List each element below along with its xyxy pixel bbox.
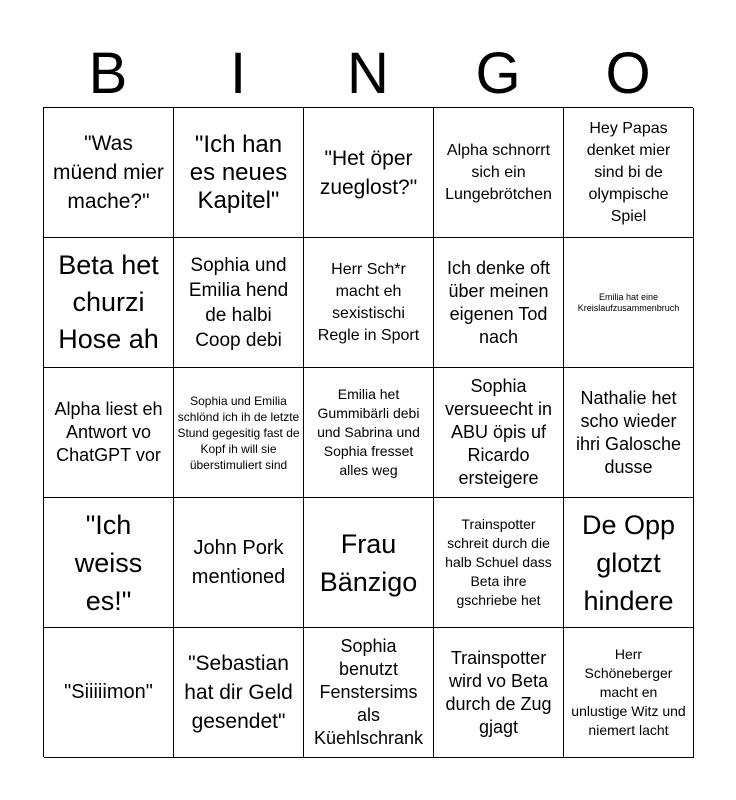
header-letter-n: N bbox=[347, 41, 389, 106]
bingo-cell-text: "Ich han es neues Kapitel" bbox=[189, 130, 288, 214]
bingo-cell-text: Frau Bänzigo bbox=[319, 528, 418, 597]
bingo-cell[interactable] bbox=[564, 238, 694, 368]
bingo-cell[interactable] bbox=[174, 368, 304, 498]
bingo-cell[interactable] bbox=[434, 368, 564, 498]
header-letter-g: G bbox=[475, 41, 521, 106]
bingo-cell-text: Nathalie het scho wieder ihri Galosche dusse bbox=[575, 387, 682, 477]
bingo-cell-text: Emilia hat eine Kreislaufzusammenbruch bbox=[577, 291, 680, 313]
bingo-cell[interactable] bbox=[564, 628, 694, 758]
bingo-cell-text: Sophia benutzt Fenstersims als Küehlschrank bbox=[313, 636, 424, 748]
bingo-cell[interactable] bbox=[174, 498, 304, 628]
header-letter-b: B bbox=[88, 41, 128, 106]
bingo-cell[interactable] bbox=[44, 628, 174, 758]
bingo-cell[interactable] bbox=[44, 238, 174, 368]
bingo-header bbox=[43, 40, 693, 108]
bingo-cell-text: Sophia und Emilia schlönd ich ih de letzte Stund gegesitig fast de Kopf ih will sie überstimuliert sind bbox=[177, 393, 300, 472]
bingo-cell-text: Sophia versueecht in ABU öpis uf Ricardo ersteigere bbox=[444, 376, 553, 488]
bingo-cell-text: "Sebastian hat dir Geld gesendet" bbox=[184, 652, 293, 733]
bingo-cell-text: Ich denke oft über meinen eigenen Tod nach bbox=[446, 257, 551, 347]
bingo-cell[interactable] bbox=[174, 108, 304, 238]
bingo-cell[interactable] bbox=[304, 238, 434, 368]
bingo-cell-text: De Opp glotzt hindere bbox=[581, 509, 676, 616]
bingo-cell-text: Trainspotter wird vo Beta durch de Zug gjagt bbox=[445, 647, 552, 737]
bingo-cell[interactable] bbox=[174, 238, 304, 368]
bingo-cell-text: "Was müend mier mache?" bbox=[53, 132, 164, 213]
bingo-cell-text: Emilia het Gummibärli debi und Sabrina und Sophia fresset alles weg bbox=[317, 386, 420, 478]
bingo-cell-text: "Het öper zueglost?" bbox=[319, 146, 418, 199]
bingo-cell-text: Herr Sch*r macht eh sexistischi Regle in Sport bbox=[317, 260, 420, 344]
bingo-cell[interactable] bbox=[44, 498, 174, 628]
bingo-cell[interactable] bbox=[434, 498, 564, 628]
bingo-cell[interactable] bbox=[304, 108, 434, 238]
bingo-cell[interactable] bbox=[304, 628, 434, 758]
bingo-cell[interactable] bbox=[564, 498, 694, 628]
bingo-cell-text: Hey Papas denket mier sind bi de olympische Spiel bbox=[586, 119, 671, 225]
bingo-cell-text: Herr Schöneberger macht en unlustige Witz und niemert lacht bbox=[571, 646, 686, 738]
bingo-cell-text: Sophia und Emilia hend de halbi Coop debi bbox=[188, 254, 289, 351]
bingo-cell[interactable] bbox=[44, 108, 174, 238]
header-letter-i: I bbox=[229, 41, 247, 106]
bingo-cell-text: "Siiiiimon" bbox=[64, 681, 153, 703]
header-letter-o: O bbox=[605, 41, 651, 106]
bingo-grid bbox=[43, 107, 693, 757]
bingo-cell[interactable] bbox=[434, 108, 564, 238]
bingo-cell[interactable] bbox=[434, 238, 564, 368]
bingo-cell-text: Alpha liest eh Antwort vo ChatGPT vor bbox=[54, 399, 163, 465]
bingo-cell[interactable] bbox=[174, 628, 304, 758]
bingo-cell[interactable] bbox=[434, 628, 564, 758]
bingo-cell-text: "Ich weiss es!" bbox=[74, 509, 143, 616]
bingo-cell-text: Alpha schnorrt sich ein Lungebrötchen bbox=[445, 141, 552, 203]
bingo-cell[interactable] bbox=[304, 368, 434, 498]
bingo-cell-text: Beta het churzi Hose ah bbox=[58, 250, 159, 354]
bingo-cell[interactable] bbox=[564, 368, 694, 498]
bingo-cell[interactable] bbox=[44, 368, 174, 498]
bingo-cell-text: John Pork mentioned bbox=[191, 536, 286, 588]
bingo-cell[interactable] bbox=[564, 108, 694, 238]
bingo-cell-text: Trainspotter schreit durch die halb Schuel dass Beta ihre gschriebe het bbox=[445, 516, 552, 608]
bingo-cell[interactable] bbox=[304, 498, 434, 628]
